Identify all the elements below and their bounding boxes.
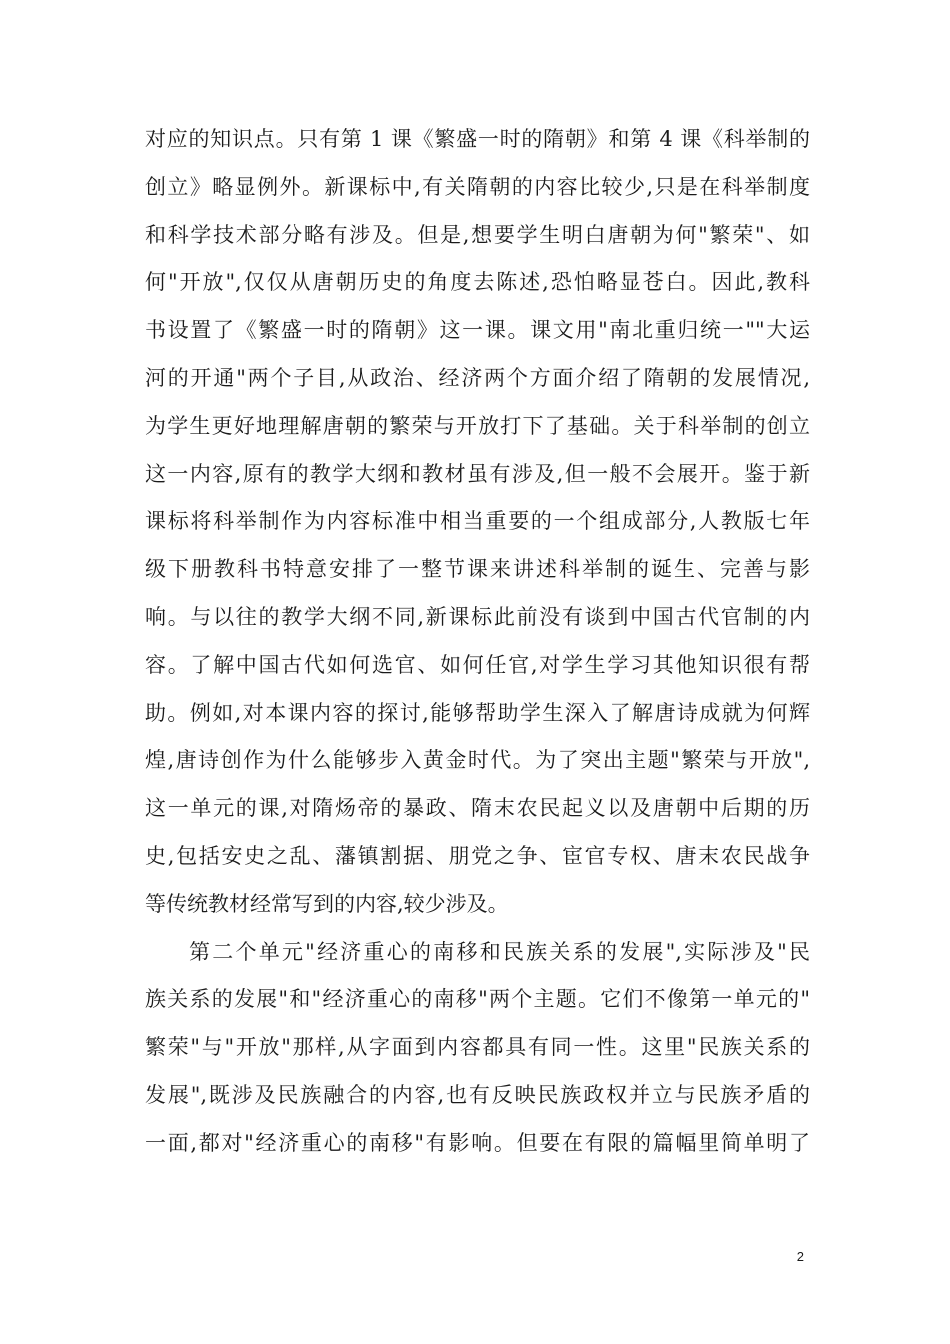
text-line: 和科学技术部分略有涉及。但是,想要学生明白唐朝为何"繁荣"、如 (145, 222, 810, 247)
text-line: 族关系的发展"和"经济重心的南移"两个主题。它们不像第一单元的" (145, 987, 810, 1012)
text-line: 何"开放",仅仅从唐朝历史的角度去陈述,恐怕略显苍白。因此,教科 (145, 270, 810, 295)
text-line: 级下册教科书特意安排了一整节课来讲述科举制的诞生、完善与影 (145, 557, 810, 582)
text-line: 容。了解中国古代如何选官、如何任官,对学生学习其他知识很有帮 (145, 652, 810, 677)
text-line: 这一内容,原有的教学大纲和教材虽有涉及,但一般不会展开。鉴于新 (145, 461, 810, 486)
text-line: 为学生更好地理解唐朝的繁荣与开放打下了基础。关于科举制的创立 (145, 413, 810, 438)
text-line: 对应的知识点。只有第 1 课《繁盛一时的隋朝》和第 4 课《科举制的 (145, 127, 810, 151)
text-line: 助。例如,对本课内容的探讨,能够帮助学生深入了解唐诗成就为何辉 (145, 700, 810, 725)
text-line: 河的开通"两个子目,从政治、经济两个方面介绍了隋朝的发展情况, (145, 365, 810, 390)
text-line: 创立》略显例外。新课标中,有关隋朝的内容比较少,只是在科举制度 (145, 174, 810, 199)
text-line: 这一单元的课,对隋炀帝的暴政、隋末农民起义以及唐朝中后期的历 (145, 796, 810, 821)
text-line: 一面,都对"经济重心的南移"有影响。但要在有限的篇幅里简单明了 (145, 1130, 810, 1155)
page-number: 2 (796, 1249, 804, 1264)
paragraph-first-line: 第二个单元"经济重心的南移和民族关系的发展",实际涉及"民 (189, 939, 810, 964)
text-line: 繁荣"与"开放"那样,从字面到内容都具有同一性。这里"民族关系的 (145, 1035, 810, 1060)
text-line: 发展",既涉及民族融合的内容,也有反映民族政权并立与民族矛盾的 (145, 1082, 810, 1107)
text-line: 等传统教材经常写到的内容,较少涉及。 (145, 891, 509, 916)
text-line: 史,包括安史之乱、藩镇割据、朋党之争、宦官专权、唐末农民战争 (145, 843, 810, 868)
text-line: 书设置了《繁盛一时的隋朝》这一课。课文用"南北重归统一""大运 (145, 318, 810, 343)
text-line: 煌,唐诗创作为什么能够步入黄金时代。为了突出主题"繁荣与开放", (145, 748, 810, 773)
text-line: 课标将科举制作为内容标准中相当重要的一个组成部分,人教版七年 (145, 509, 810, 534)
body-text (145, 116, 810, 1168)
text-line: 响。与以往的教学大纲不同,新课标此前没有谈到中国古代官制的内 (145, 604, 810, 629)
